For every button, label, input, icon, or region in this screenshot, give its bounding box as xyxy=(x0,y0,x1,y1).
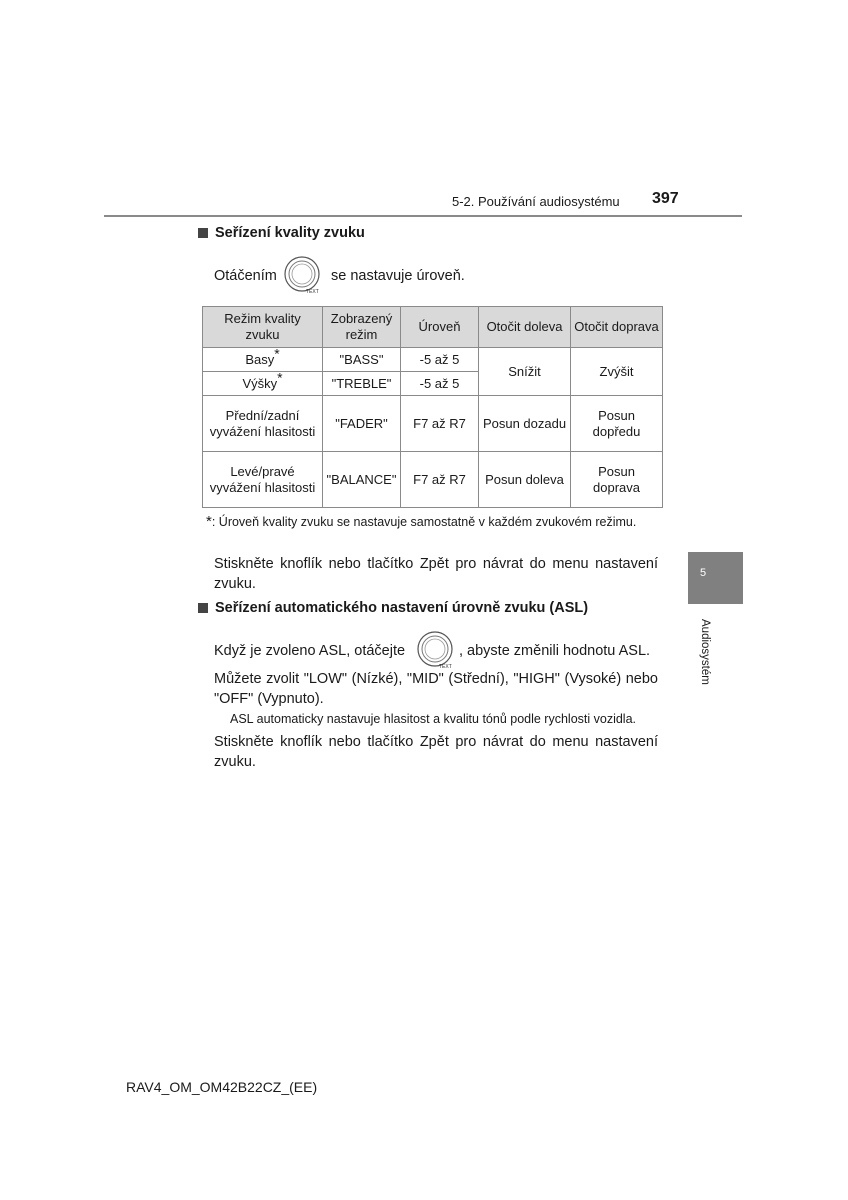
header-cell: Otočit doprava xyxy=(571,307,663,348)
back-to-menu-text: Stiskněte knoflík nebo tlačítko Zpět pro návrat do menu nastavení zvuku. xyxy=(214,556,658,592)
mode-cell: Přední/zadní vyvážení hlasitosti xyxy=(203,396,323,452)
level-cell: -5 až 5 xyxy=(401,372,479,396)
knob-label: TEXT xyxy=(439,664,452,669)
footnote-marker: * xyxy=(274,345,280,362)
header-cell: Úroveň xyxy=(401,307,479,348)
header-divider xyxy=(104,215,742,217)
chapter-number: 5 xyxy=(700,567,707,579)
asl-line-before: Když je zvoleno ASL, otáčejte xyxy=(214,643,406,659)
display-cell: "BALANCE" xyxy=(323,452,401,508)
display-cell: "FADER" xyxy=(323,396,401,452)
asl-heading xyxy=(198,600,588,616)
page-number: 397 xyxy=(652,190,679,207)
mode-cell: Výšky* xyxy=(203,372,323,396)
header-cell: Otočit doleva xyxy=(479,307,571,348)
table-header-row xyxy=(203,307,663,348)
square-bullet-icon xyxy=(198,603,208,613)
level-cell: F7 až R7 xyxy=(401,396,479,452)
tune-knob-icon xyxy=(417,631,455,669)
display-cell: "TREBLE" xyxy=(323,372,401,396)
square-bullet-icon xyxy=(198,228,208,238)
document-code: RAV4_OM_OM42B22CZ_(EE) xyxy=(126,1079,318,1095)
table-row xyxy=(203,452,663,508)
footnote-marker: * xyxy=(206,513,212,530)
level-cell: F7 až R7 xyxy=(401,452,479,508)
right-action-cell: Zvýšit xyxy=(571,348,663,396)
intro-after: se nastavuje úroveň. xyxy=(331,268,465,284)
knob-label: TEXT xyxy=(306,289,319,294)
heading-text: Seřízení kvality zvuku xyxy=(215,225,365,241)
asl-note: ASL automaticky nastavuje hlasitost a kvalitu tónů podle rychlosti vozidla. xyxy=(230,712,636,726)
table-row xyxy=(203,348,663,372)
sound-quality-table xyxy=(202,306,663,508)
section-title: 5-2. Používání audiosystému xyxy=(452,194,620,209)
left-action-cell: Snížit xyxy=(479,348,571,396)
back-to-menu-text: Stiskněte knoflík nebo tlačítko Zpět pro návrat do menu nastavení zvuku. xyxy=(214,734,658,770)
table-footnote xyxy=(206,513,658,531)
mode-cell: Levé/pravé vyvážení hlasitosti xyxy=(203,452,323,508)
sound-quality-heading xyxy=(198,225,365,241)
header-cell: Režim kvality zvuku xyxy=(203,307,323,348)
asl-options-text: Můžete zvolit "LOW" (Nízké), "MID" (Střední), "HIGH" (Vysoké) nebo "OFF" (Vypnuto). xyxy=(214,671,658,707)
right-action-cell: Posun dopředu xyxy=(571,396,663,452)
footnote-text: : Úroveň kvality zvuku se nastavuje samostatně v každém zvukovém režimu. xyxy=(211,515,637,529)
chapter-name: Audiosystém xyxy=(699,619,711,685)
display-cell: "BASS" xyxy=(323,348,401,372)
chapter-tab xyxy=(688,552,743,604)
left-action-cell: Posun dozadu xyxy=(479,396,571,452)
tune-knob-icon xyxy=(284,256,322,294)
header-cell: Zobrazený režim xyxy=(323,307,401,348)
left-action-cell: Posun doleva xyxy=(479,452,571,508)
level-cell: -5 až 5 xyxy=(401,348,479,372)
right-action-cell: Posun doprava xyxy=(571,452,663,508)
asl-line-after: , abyste změnili hodnotu ASL. xyxy=(459,643,651,659)
intro-before: Otáčením xyxy=(214,268,277,284)
table-row xyxy=(203,396,663,452)
heading-text: Seřízení automatického nastavení úrovně zvuku (ASL) xyxy=(215,600,589,616)
footnote-marker: * xyxy=(277,369,283,386)
mode-cell: Basy* xyxy=(203,348,323,372)
